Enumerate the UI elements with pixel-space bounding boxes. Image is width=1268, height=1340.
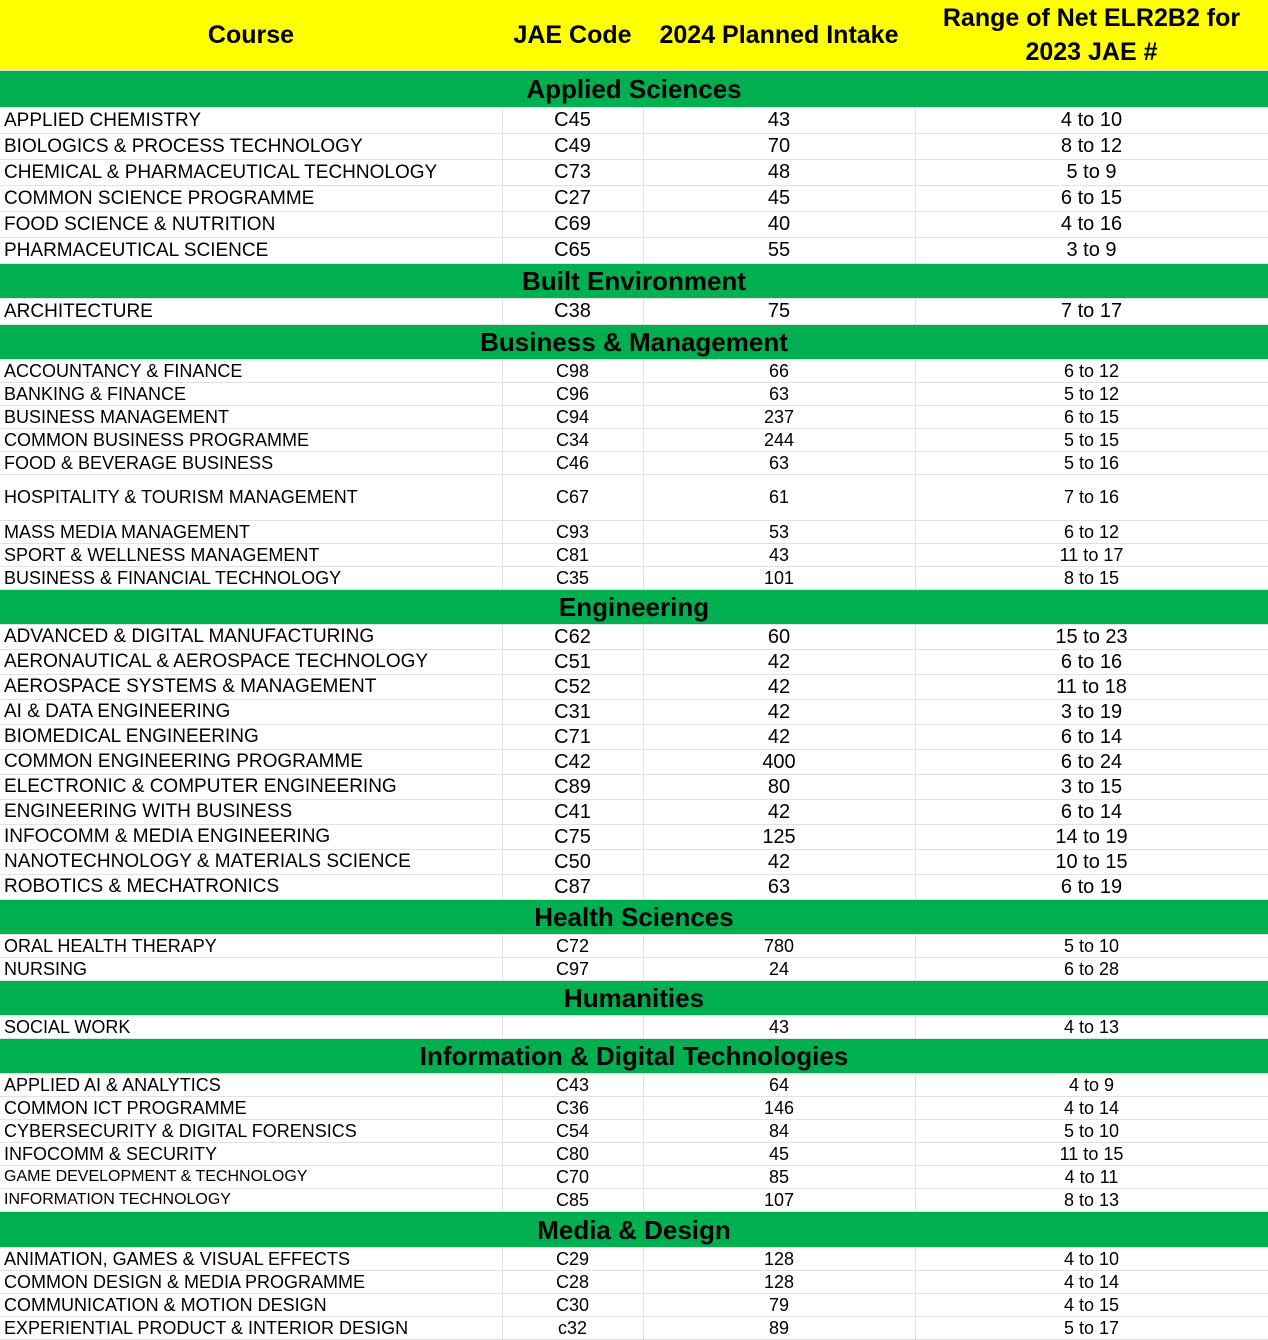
elr2b2-range-cell: 5 to 9 <box>915 160 1268 186</box>
planned-intake-cell: 42 <box>643 650 915 675</box>
jae-code-cell: C35 <box>502 567 643 590</box>
planned-intake-cell: 53 <box>643 521 915 544</box>
jae-code-cell: C27 <box>502 186 643 212</box>
table-row <box>0 800 1268 825</box>
elr2b2-range-cell: 6 to 12 <box>915 360 1268 383</box>
course-cell: CYBERSECURITY & DIGITAL FORENSICS <box>0 1120 502 1143</box>
planned-intake-cell: 45 <box>643 1143 915 1166</box>
course-cell: INFOCOMM & MEDIA ENGINEERING <box>0 825 502 850</box>
course-cell: ADVANCED & DIGITAL MANUFACTURING <box>0 625 502 650</box>
table-row <box>0 186 1268 212</box>
jae-code-cell: c32 <box>502 1317 643 1340</box>
table-row <box>0 1120 1268 1143</box>
table-row <box>0 360 1268 383</box>
table-row <box>0 452 1268 475</box>
elr2b2-range-cell: 8 to 13 <box>915 1189 1268 1212</box>
table-row <box>0 1074 1268 1097</box>
elr2b2-range-cell: 5 to 16 <box>915 452 1268 475</box>
jae-code-cell: C51 <box>502 650 643 675</box>
planned-intake-cell: 63 <box>643 452 915 475</box>
planned-intake-cell: 55 <box>643 238 915 264</box>
table-row <box>0 383 1268 406</box>
planned-intake-cell: 80 <box>643 775 915 800</box>
section-header-row <box>0 981 1268 1016</box>
jae-code-cell: C43 <box>502 1074 643 1097</box>
course-cell: BIOLOGICS & PROCESS TECHNOLOGY <box>0 134 502 160</box>
elr2b2-range-cell: 4 to 10 <box>915 1248 1268 1271</box>
planned-intake-cell: 146 <box>643 1097 915 1120</box>
jae-code-cell: C73 <box>502 160 643 186</box>
course-cell: APPLIED AI & ANALYTICS <box>0 1074 502 1097</box>
section-title: Business & Management <box>0 325 1268 360</box>
section-header-row <box>0 590 1268 625</box>
course-cell: AI & DATA ENGINEERING <box>0 700 502 725</box>
section-title: Engineering <box>0 590 1268 625</box>
course-cell: EXPERIENTIAL PRODUCT & INTERIOR DESIGN <box>0 1317 502 1340</box>
table-row <box>0 299 1268 325</box>
jae-code-cell: C98 <box>502 360 643 383</box>
planned-intake-cell: 42 <box>643 725 915 750</box>
course-cell: ARCHITECTURE <box>0 299 502 325</box>
header-row <box>0 0 1268 71</box>
table-row <box>0 238 1268 264</box>
section-header-row <box>0 1212 1268 1248</box>
jae-code-cell: C29 <box>502 1248 643 1271</box>
jae-code-cell: C36 <box>502 1097 643 1120</box>
course-cell: BANKING & FINANCE <box>0 383 502 406</box>
planned-intake-cell: 61 <box>643 475 915 521</box>
planned-intake-cell: 107 <box>643 1189 915 1212</box>
course-cell: BUSINESS & FINANCIAL TECHNOLOGY <box>0 567 502 590</box>
table-body <box>0 71 1268 1340</box>
jae-code-cell: C85 <box>502 1189 643 1212</box>
table-row <box>0 567 1268 590</box>
course-cell: BIOMEDICAL ENGINEERING <box>0 725 502 750</box>
planned-intake-cell: 125 <box>643 825 915 850</box>
planned-intake-cell: 400 <box>643 750 915 775</box>
planned-intake-cell: 64 <box>643 1074 915 1097</box>
planned-intake-cell: 101 <box>643 567 915 590</box>
elr2b2-range-cell: 3 to 19 <box>915 700 1268 725</box>
header-course: Course <box>0 0 502 71</box>
course-cell: COMMON ICT PROGRAMME <box>0 1097 502 1120</box>
elr2b2-range-cell: 6 to 16 <box>915 650 1268 675</box>
elr2b2-range-cell: 6 to 14 <box>915 725 1268 750</box>
section-title: Health Sciences <box>0 900 1268 935</box>
planned-intake-cell: 128 <box>643 1271 915 1294</box>
elr2b2-range-cell: 4 to 10 <box>915 108 1268 134</box>
table-row <box>0 935 1268 958</box>
course-cell: COMMON BUSINESS PROGRAMME <box>0 429 502 452</box>
jae-code-cell: C38 <box>502 299 643 325</box>
course-cell: HOSPITALITY & TOURISM MANAGEMENT <box>0 475 502 521</box>
section-title: Built Environment <box>0 264 1268 299</box>
course-cell: ELECTRONIC & COMPUTER ENGINEERING <box>0 775 502 800</box>
elr2b2-range-cell: 5 to 17 <box>915 1317 1268 1340</box>
planned-intake-cell: 85 <box>643 1166 915 1189</box>
jae-code-cell: C62 <box>502 625 643 650</box>
table-row <box>0 725 1268 750</box>
jae-code-cell: C46 <box>502 452 643 475</box>
table-row <box>0 775 1268 800</box>
planned-intake-cell: 48 <box>643 160 915 186</box>
planned-intake-cell: 43 <box>643 108 915 134</box>
course-cell: SOCIAL WORK <box>0 1016 502 1039</box>
elr2b2-range-cell: 6 to 15 <box>915 186 1268 212</box>
jae-code-cell: C75 <box>502 825 643 850</box>
elr2b2-range-cell: 4 to 11 <box>915 1166 1268 1189</box>
planned-intake-cell: 43 <box>643 1016 915 1039</box>
table-row <box>0 1097 1268 1120</box>
planned-intake-cell: 42 <box>643 850 915 875</box>
course-cell: AERONAUTICAL & AEROSPACE TECHNOLOGY <box>0 650 502 675</box>
jae-code-cell: C52 <box>502 675 643 700</box>
table-row <box>0 429 1268 452</box>
jae-code-cell: C31 <box>502 700 643 725</box>
jae-code-cell: C28 <box>502 1271 643 1294</box>
table-row <box>0 650 1268 675</box>
course-cell: INFORMATION TECHNOLOGY <box>0 1189 502 1212</box>
course-cell: NANOTECHNOLOGY & MATERIALS SCIENCE <box>0 850 502 875</box>
course-cell: MASS MEDIA MANAGEMENT <box>0 521 502 544</box>
course-cell: ORAL HEALTH THERAPY <box>0 935 502 958</box>
elr2b2-range-cell: 6 to 14 <box>915 800 1268 825</box>
planned-intake-cell: 70 <box>643 134 915 160</box>
course-cell: FOOD & BEVERAGE BUSINESS <box>0 452 502 475</box>
elr2b2-range-cell: 4 to 13 <box>915 1016 1268 1039</box>
elr2b2-range-cell: 6 to 28 <box>915 958 1268 981</box>
elr2b2-range-cell: 11 to 17 <box>915 544 1268 567</box>
planned-intake-cell: 63 <box>643 875 915 900</box>
elr2b2-range-cell: 15 to 23 <box>915 625 1268 650</box>
planned-intake-cell: 84 <box>643 1120 915 1143</box>
planned-intake-cell: 128 <box>643 1248 915 1271</box>
header-intake: 2024 Planned Intake <box>643 0 915 71</box>
course-cell: INFOCOMM & SECURITY <box>0 1143 502 1166</box>
section-title: Media & Design <box>0 1212 1268 1248</box>
table-row <box>0 750 1268 775</box>
elr2b2-range-cell: 8 to 12 <box>915 134 1268 160</box>
planned-intake-cell: 42 <box>643 800 915 825</box>
table-row <box>0 544 1268 567</box>
jae-code-cell: C65 <box>502 238 643 264</box>
section-header-row <box>0 900 1268 935</box>
elr2b2-range-cell: 6 to 24 <box>915 750 1268 775</box>
jae-code-cell: C69 <box>502 212 643 238</box>
section-title: Information & Digital Technologies <box>0 1039 1268 1074</box>
table-row <box>0 675 1268 700</box>
elr2b2-range-cell: 6 to 12 <box>915 521 1268 544</box>
jae-code-cell: C89 <box>502 775 643 800</box>
jae-code-cell: C96 <box>502 383 643 406</box>
planned-intake-cell: 40 <box>643 212 915 238</box>
course-cell: COMMON SCIENCE PROGRAMME <box>0 186 502 212</box>
jae-code-cell: C41 <box>502 800 643 825</box>
jae-code-cell <box>502 1016 643 1039</box>
table-row <box>0 134 1268 160</box>
elr2b2-range-cell: 11 to 15 <box>915 1143 1268 1166</box>
jae-code-cell: C72 <box>502 935 643 958</box>
planned-intake-cell: 42 <box>643 700 915 725</box>
elr2b2-range-cell: 4 to 16 <box>915 212 1268 238</box>
planned-intake-cell: 89 <box>643 1317 915 1340</box>
table-row <box>0 475 1268 521</box>
planned-intake-cell: 43 <box>643 544 915 567</box>
elr2b2-range-cell: 3 to 9 <box>915 238 1268 264</box>
section-title: Humanities <box>0 981 1268 1016</box>
course-cell: COMMON ENGINEERING PROGRAMME <box>0 750 502 775</box>
planned-intake-cell: 79 <box>643 1294 915 1317</box>
section-title: Applied Sciences <box>0 71 1268 108</box>
table-row <box>0 1248 1268 1271</box>
elr2b2-range-cell: 7 to 17 <box>915 299 1268 325</box>
table-row <box>0 1317 1268 1340</box>
table-row <box>0 521 1268 544</box>
planned-intake-cell: 780 <box>643 935 915 958</box>
jae-code-cell: C70 <box>502 1166 643 1189</box>
table-row <box>0 1016 1268 1039</box>
section-header-row <box>0 264 1268 299</box>
course-cell: SPORT & WELLNESS MANAGEMENT <box>0 544 502 567</box>
header-range: Range of Net ELR2B2 for 2023 JAE # <box>915 0 1268 71</box>
table-row <box>0 700 1268 725</box>
elr2b2-range-cell: 4 to 9 <box>915 1074 1268 1097</box>
planned-intake-cell: 75 <box>643 299 915 325</box>
table-row <box>0 850 1268 875</box>
planned-intake-cell: 244 <box>643 429 915 452</box>
planned-intake-cell: 60 <box>643 625 915 650</box>
jae-code-cell: C49 <box>502 134 643 160</box>
course-cell: FOOD SCIENCE & NUTRITION <box>0 212 502 238</box>
jae-code-cell: C97 <box>502 958 643 981</box>
course-cell: COMMUNICATION & MOTION DESIGN <box>0 1294 502 1317</box>
table-row <box>0 825 1268 850</box>
jae-code-cell: C81 <box>502 544 643 567</box>
elr2b2-range-cell: 5 to 10 <box>915 1120 1268 1143</box>
course-cell: ACCOUNTANCY & FINANCE <box>0 360 502 383</box>
section-header-row <box>0 325 1268 360</box>
elr2b2-range-cell: 4 to 14 <box>915 1271 1268 1294</box>
jae-code-cell: C34 <box>502 429 643 452</box>
course-cell: ROBOTICS & MECHATRONICS <box>0 875 502 900</box>
elr2b2-range-cell: 6 to 15 <box>915 406 1268 429</box>
elr2b2-range-cell: 3 to 15 <box>915 775 1268 800</box>
jae-code-cell: C80 <box>502 1143 643 1166</box>
planned-intake-cell: 237 <box>643 406 915 429</box>
jae-code-cell: C50 <box>502 850 643 875</box>
elr2b2-range-cell: 6 to 19 <box>915 875 1268 900</box>
table-row <box>0 1189 1268 1212</box>
course-cell: NURSING <box>0 958 502 981</box>
table-row <box>0 1294 1268 1317</box>
jae-code-cell: C93 <box>502 521 643 544</box>
course-cell: APPLIED CHEMISTRY <box>0 108 502 134</box>
course-cell: ENGINEERING WITH BUSINESS <box>0 800 502 825</box>
elr2b2-range-cell: 14 to 19 <box>915 825 1268 850</box>
planned-intake-cell: 66 <box>643 360 915 383</box>
table-row <box>0 1271 1268 1294</box>
table-row <box>0 212 1268 238</box>
elr2b2-range-cell: 11 to 18 <box>915 675 1268 700</box>
elr2b2-range-cell: 5 to 12 <box>915 383 1268 406</box>
course-cell: ANIMATION, GAMES & VISUAL EFFECTS <box>0 1248 502 1271</box>
section-header-row <box>0 1039 1268 1074</box>
jae-code-cell: C67 <box>502 475 643 521</box>
course-cell: CHEMICAL & PHARMACEUTICAL TECHNOLOGY <box>0 160 502 186</box>
elr2b2-range-cell: 10 to 15 <box>915 850 1268 875</box>
jae-code-cell: C94 <box>502 406 643 429</box>
table-row <box>0 625 1268 650</box>
planned-intake-cell: 45 <box>643 186 915 212</box>
jae-code-cell: C30 <box>502 1294 643 1317</box>
course-cell: COMMON DESIGN & MEDIA PROGRAMME <box>0 1271 502 1294</box>
elr2b2-range-cell: 5 to 10 <box>915 935 1268 958</box>
course-cell: PHARMACEUTICAL SCIENCE <box>0 238 502 264</box>
table-row <box>0 160 1268 186</box>
planned-intake-cell: 24 <box>643 958 915 981</box>
elr2b2-range-cell: 7 to 16 <box>915 475 1268 521</box>
table-row <box>0 1143 1268 1166</box>
jae-code-cell: C87 <box>502 875 643 900</box>
section-header-row <box>0 71 1268 108</box>
planned-intake-cell: 63 <box>643 383 915 406</box>
table-row <box>0 1166 1268 1189</box>
course-cell: AEROSPACE SYSTEMS & MANAGEMENT <box>0 675 502 700</box>
table-row <box>0 108 1268 134</box>
table-row <box>0 958 1268 981</box>
jae-code-cell: C71 <box>502 725 643 750</box>
jae-code-cell: C42 <box>502 750 643 775</box>
elr2b2-range-cell: 4 to 15 <box>915 1294 1268 1317</box>
header-code: JAE Code <box>502 0 643 71</box>
elr2b2-range-cell: 4 to 14 <box>915 1097 1268 1120</box>
elr2b2-range-cell: 8 to 15 <box>915 567 1268 590</box>
course-cell: BUSINESS MANAGEMENT <box>0 406 502 429</box>
elr2b2-range-cell: 5 to 15 <box>915 429 1268 452</box>
jae-code-cell: C54 <box>502 1120 643 1143</box>
jae-code-cell: C45 <box>502 108 643 134</box>
course-cell: GAME DEVELOPMENT & TECHNOLOGY <box>0 1166 502 1189</box>
table-row <box>0 406 1268 429</box>
planned-intake-cell: 42 <box>643 675 915 700</box>
table-row <box>0 875 1268 900</box>
